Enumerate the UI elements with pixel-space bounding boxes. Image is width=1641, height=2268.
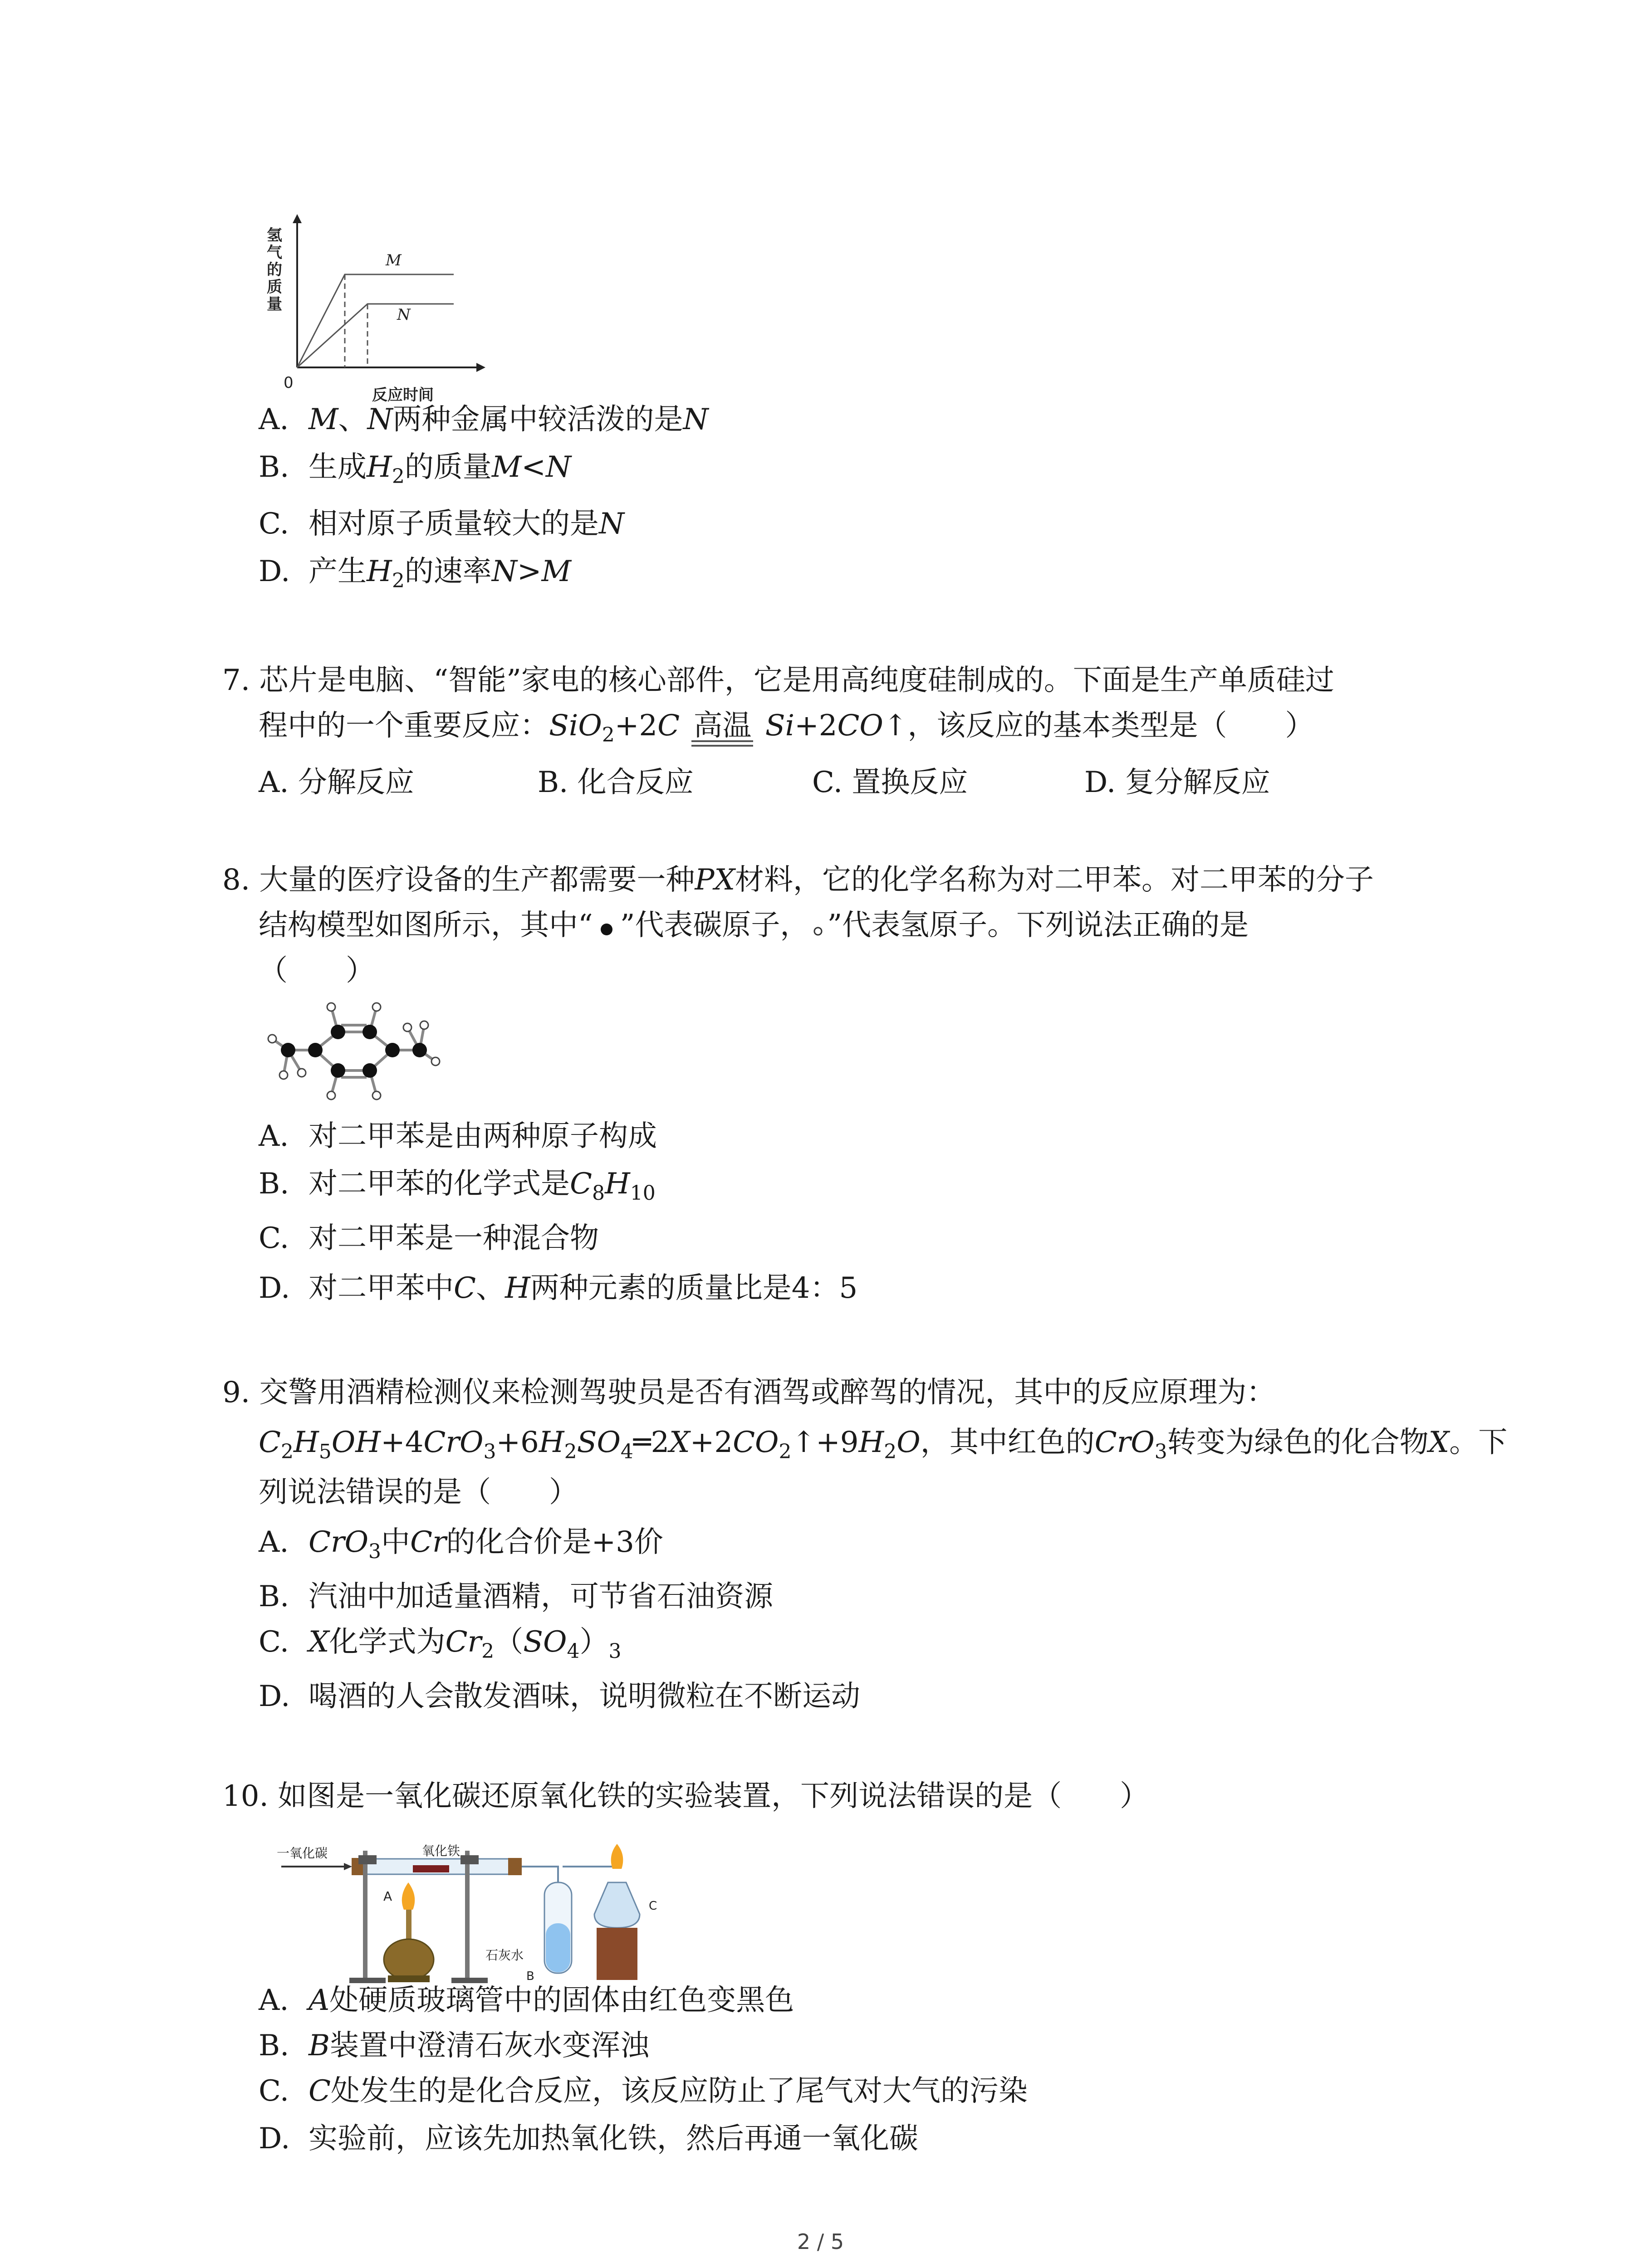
option-text: 产生$H_2$的速率N>M <box>309 555 571 592</box>
option-text: 对二甲苯是由两种原子构成 <box>309 1119 657 1153</box>
q6-option-a[interactable]: A. M、N两种金属中较活泼的是N <box>259 403 709 436</box>
q7-stem-line2: 程中的一个重要反应：SiO$_2$+2C 高温 Si+2CO↑，该反应的基本类型是（ ） <box>259 708 1314 753</box>
option-text: 实验前，应该先加热氧化铁，然后再通一氧化碳 <box>309 2122 918 2156</box>
label-n: N <box>397 306 411 324</box>
origin-label: 0 <box>284 374 294 392</box>
y-axis-arrow <box>293 214 302 223</box>
limewater <box>546 1923 570 1972</box>
co-label: 一氧化碳 <box>277 1846 328 1861</box>
q9-stem-line3: 列说法错误的是（ ） <box>259 1476 578 1509</box>
q6-option-b[interactable]: B. 生成$H_2$的质量M<N <box>259 450 571 488</box>
limewater-label: 石灰水 <box>485 1948 524 1963</box>
q7-option-c[interactable]: C. 置换反应 <box>812 766 968 799</box>
q8-option-a[interactable]: A. 对二甲苯是由两种原子构成 <box>259 1119 657 1153</box>
q10-option-d[interactable]: D. 实验前，应该先加热氧化铁，然后再通一氧化碳 <box>259 2122 918 2156</box>
iron-oxide-sample <box>413 1865 449 1872</box>
line-n <box>297 304 454 367</box>
q7-stem-line1: 7. 芯片是电脑、“智能”家电的核心部件，它是用高纯度硅制成的。下面是生产单质硅过 <box>222 664 1334 697</box>
wood-block <box>597 1928 637 1980</box>
option-text: 喝酒的人会散发酒味，说明微粒在不断运动 <box>309 1680 860 1713</box>
stopper-right <box>508 1858 522 1875</box>
spirit-lamp-c <box>594 1882 640 1928</box>
y-axis-label: 氢气的质量 <box>267 226 282 313</box>
q9-option-d[interactable]: D. 喝酒的人会散发酒味，说明微粒在不断运动 <box>259 1680 860 1713</box>
carbon-atom-icon <box>593 912 620 939</box>
hydrogen-atom-icon <box>809 912 827 939</box>
b-label: B <box>526 1970 534 1983</box>
option-text: 对二甲苯的化学式是$C_8H_{10}$ <box>309 1167 656 1205</box>
option-text: 对二甲苯是一种混合物 <box>309 1222 599 1255</box>
q6-graph <box>254 213 490 404</box>
option-text: X化学式为$Cr_2(SO_4)_3$ <box>309 1625 622 1663</box>
q8-stem-line2: 结构模型如图所示，其中“ ”代表碳原子， ”代表氢原子。下列说法正确的是 <box>259 909 1249 942</box>
label-m: M <box>386 251 402 269</box>
q10-option-a[interactable]: A. A处硬质玻璃管中的固体由红色变黑色 <box>259 1984 794 2017</box>
q9-option-c[interactable]: C. X化学式为$Cr_2(SO_4)_3$ <box>259 1625 622 1663</box>
x-axis-label: 反应时间 <box>372 386 434 404</box>
co-reduction-apparatus-figure <box>272 1823 662 1987</box>
q6-option-c[interactable]: C. 相对原子质量较大的是N <box>259 507 624 541</box>
option-text: A处硬质玻璃管中的固体由红色变黑色 <box>309 1984 794 2017</box>
spirit-lamp-a <box>384 1939 434 1980</box>
q8-option-d[interactable]: D. 对二甲苯中C、H两种元素的质量比是4：5 <box>259 1271 858 1305</box>
q9-stem-line1: 9. 交警用酒精检测仪来检测驾驶员是否有酒驾或醉驾的情况，其中的反应原理为： <box>222 1376 1276 1409</box>
q8-stem-line1: 8. 大量的医疗设备的生产都需要一种PX材料，它的化学名称为对二甲苯。对二甲苯的分子 <box>222 863 1374 897</box>
option-text: 汽油中加适量酒精，可节省石油资源 <box>309 1580 773 1613</box>
line-m <box>297 274 454 367</box>
q8-option-c[interactable]: C. 对二甲苯是一种混合物 <box>259 1222 599 1255</box>
page-number: 2 / 5 <box>797 2229 844 2254</box>
q9-option-b[interactable]: B. 汽油中加适量酒精，可节省石油资源 <box>259 1580 773 1613</box>
c-label: C <box>649 1899 657 1913</box>
option-text: B装置中澄清石灰水变浑浊 <box>309 2029 650 2063</box>
q6-option-d[interactable]: D. 产生$H_2$的速率N>M <box>259 555 571 592</box>
q8-stem-line3: （ ） <box>259 954 375 987</box>
q10-stem-line1: 10. 如图是一氧化碳还原氧化铁的实验装置，下列说法错误的是（ ） <box>222 1779 1149 1813</box>
option-text: 相对原子质量较大的是N <box>309 507 624 541</box>
a-label: A <box>383 1889 392 1904</box>
q9-option-a[interactable]: A. CrO$_3$中Cr的化合价是+3价 <box>259 1525 663 1563</box>
q8-option-b[interactable]: B. 对二甲苯的化学式是$C_8H_{10}$ <box>259 1167 656 1205</box>
option-text: C处发生的是化合反应，该反应防止了尾气对大气的污染 <box>309 2074 1028 2108</box>
q9-equation-line: $C_2H_5OH+4CrO_3+6H_2SO_4═2X+2CO_2↑+9H_2O$，其中红色的CrO$_3$转变为绿色的化合物X。下 <box>259 1426 1508 1463</box>
option-text: M、N两种金属中较活泼的是N <box>309 403 709 436</box>
fe2o3-label: 氧化铁 <box>422 1843 460 1858</box>
option-text: CrO$_3$中Cr的化合价是+3价 <box>309 1525 663 1563</box>
q7-option-a[interactable]: A. 分解反应 <box>259 766 414 799</box>
q10-option-c[interactable]: C. C处发生的是化合反应，该反应防止了尾气对大气的污染 <box>259 2074 1028 2108</box>
q7-option-b[interactable]: B. 化合反应 <box>538 766 694 799</box>
q10-option-b[interactable]: B. B装置中澄清石灰水变浑浊 <box>259 2029 650 2063</box>
x-axis-arrow <box>476 363 485 372</box>
option-text: 生成$H_2$的质量M<N <box>309 450 571 488</box>
q7-option-d[interactable]: D. 复分解反应 <box>1084 766 1270 799</box>
option-text: 对二甲苯中C、H两种元素的质量比是4：5 <box>309 1271 858 1305</box>
